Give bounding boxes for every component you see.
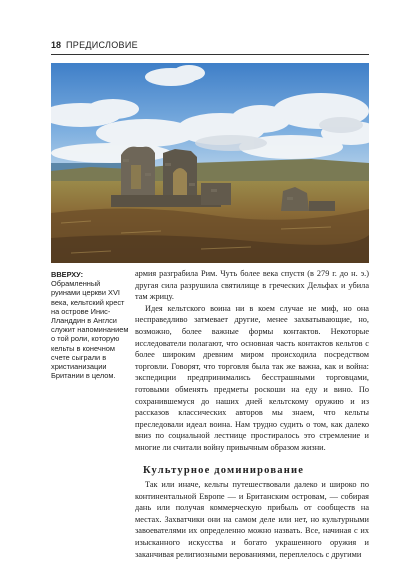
header-rule: [51, 54, 369, 55]
caption-text: Обрамленный руинами церкви XVI века, кельтский крест на острове Инис-Лланддин в Англси служит напоминанием о той роли, которую кельты в конечном счете сыграли в христианизации Британии в целом.: [51, 279, 129, 381]
photo-caption: [51, 270, 129, 380]
body-text: [135, 268, 369, 560]
caption-label: ВВЕРХУ:: [51, 270, 84, 279]
church-ruins-photo: [51, 63, 369, 263]
page-number: 18: [51, 40, 62, 50]
paragraph-2: Идея кельтского воина ни в коем случае не миф, но она несправедливо затмевает другие, менее захватывающие, но, возможно, более важные формы контактов. Некоторые исследователи полагают, что основная часть контактов кельтов с более широким древним миром происходила посредством торговли. Говорят, что торговля была так же важна, как и война: экспедиции предпринимались бесстрашными торговцами, готовыми обменять предметы роскоши на еду и вино. По сохранившемуся до наших дней кельтскому оружию и из рассказов классических авторов мы знаем, что кельты преследовали идеал воина. Нам трудно судить о том, как далеко вниз по социальной лестнице простиралось это стремление и многие ли считали войну привычным образом жизни.: [135, 303, 369, 452]
paragraph-3: Так или иначе, кельты путешествовали далеко и широко по континентальной Европе — и Британским островам, — собирая дань или получая коммерческую прибыль от сообществ на местах. Захватчики они на самом деле или нет, но культурными завоевателями их определенно можно назвать. Все, начиная с их изысканного искусства и богато украшенного оружия и заканчивая религиозными верованиями, переплелось с другими: [135, 480, 369, 559]
page-header: [51, 40, 369, 54]
paragraph-1: армия разграбила Рим. Чуть более века спустя (в 279 г. до н. э.) другая сила разрушила святилище в греческих Дельфах и убила там жрицу.: [135, 269, 369, 302]
section-heading: Культурное доминирование: [143, 464, 305, 476]
running-head: ПРЕДИСЛОВИЕ: [66, 40, 138, 50]
